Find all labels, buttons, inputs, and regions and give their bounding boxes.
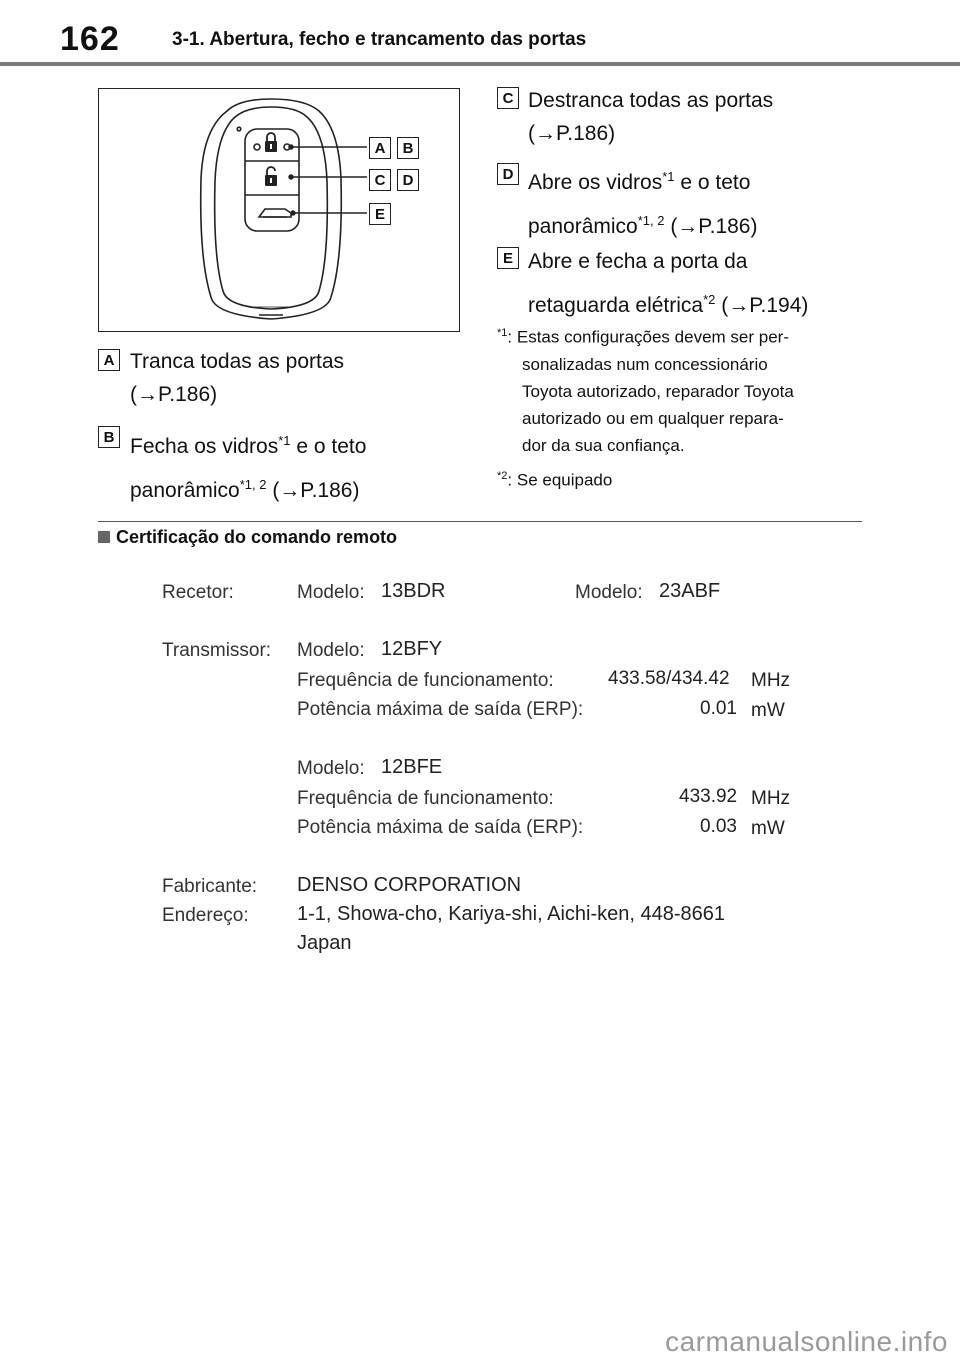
item-c-description: Destranca todas as portas (→P.186) — [528, 89, 774, 145]
section-heading: Certificação do comando remoto — [98, 527, 397, 548]
tx2-freq: 433.92 — [679, 786, 738, 807]
receiver-model-1: 13BDR — [381, 580, 446, 602]
callout-d: D — [397, 169, 419, 191]
header-rule — [0, 62, 960, 66]
tx2-model: 12BFE — [381, 756, 443, 778]
tx1-power: 0.01 — [700, 698, 737, 719]
item-tag-a: A — [98, 349, 120, 371]
callout-c: C — [369, 169, 391, 191]
lock-icon — [265, 133, 277, 152]
address-label: Endereço: — [162, 905, 249, 926]
tx1-power-unit: mW — [751, 700, 785, 721]
back-door-icon — [259, 209, 291, 217]
manufacturer-name: DENSO CORPORATION — [297, 874, 522, 896]
smart-key-illustration — [99, 89, 459, 331]
tx1-model-label: Modelo: — [297, 640, 365, 661]
section-rule — [98, 521, 862, 522]
transmitter-label: Transmissor: — [162, 640, 272, 661]
page-number: 162 — [60, 20, 120, 58]
callout-a: A — [369, 137, 391, 159]
footnote-1: $^{*1}$: Estas configurações devem ser per- sonalizadas num concessionário Toyota autorizado, reparador Toyota autorizado ou em qualquer repara- dor da sua confiança. — [497, 327, 794, 455]
tx2-model-label: Modelo: — [297, 758, 365, 779]
address-line-2: Japan — [297, 932, 352, 954]
tx1-freq-label: Frequência de funcionamento: — [297, 670, 554, 691]
watermark: carmanualsonline.info — [665, 1326, 948, 1357]
item-b-description: Fecha os vidros$^{*1}$ e o teto panorâmico$^{*1, 2}$ (→P.186) — [130, 433, 367, 502]
callout-e: E — [369, 203, 391, 225]
unlock-icon — [265, 167, 277, 186]
callout-b: B — [397, 137, 419, 159]
tx1-model: 12BFY — [381, 638, 443, 660]
tx2-power-unit: mW — [751, 818, 785, 839]
receiver-model-label-1: Modelo: — [297, 582, 365, 603]
key-figure — [98, 88, 460, 332]
address-line-1: 1-1, Showa-cho, Kariya-shi, Aichi-ken, 448-8661 — [297, 903, 726, 925]
tx1-freq: 433.58/434.42 — [608, 668, 730, 689]
item-e-description: Abre e fecha a porta da retaguarda elétrica$^{*2}$ (→P.194) — [528, 250, 809, 317]
tx2-power: 0.03 — [700, 816, 737, 837]
footnote-2: $^{*2}$: Se equipado — [497, 470, 613, 490]
tx1-freq-unit: MHz — [751, 670, 791, 691]
item-d-description: Abre os vidros$^{*1}$ e o teto panorâmico$^{*1, 2}$ (→P.186) — [528, 169, 758, 238]
item-a-description: Tranca todas as portas (→P.186) — [130, 350, 344, 406]
tx1-power-label: Potência máxima de saída (ERP): — [297, 699, 584, 720]
square-bullet-icon — [98, 531, 110, 543]
chapter-title: 3-1. Abertura, fecho e trancamento das portas — [172, 29, 587, 50]
tx2-power-label: Potência máxima de saída (ERP): — [297, 817, 584, 838]
item-tag-e: E — [497, 247, 519, 269]
tx2-freq-unit: MHz — [751, 788, 791, 809]
item-tag-c: C — [497, 87, 519, 109]
receiver-label: Recetor: — [162, 582, 234, 603]
item-tag-b: B — [98, 426, 120, 448]
manufacturer-label: Fabricante: — [162, 876, 258, 897]
receiver-model-label-2: Modelo: — [575, 582, 643, 603]
receiver-model-2: 23ABF — [659, 580, 721, 602]
item-tag-d: D — [497, 163, 519, 185]
tx2-freq-label: Frequência de funcionamento: — [297, 788, 554, 809]
